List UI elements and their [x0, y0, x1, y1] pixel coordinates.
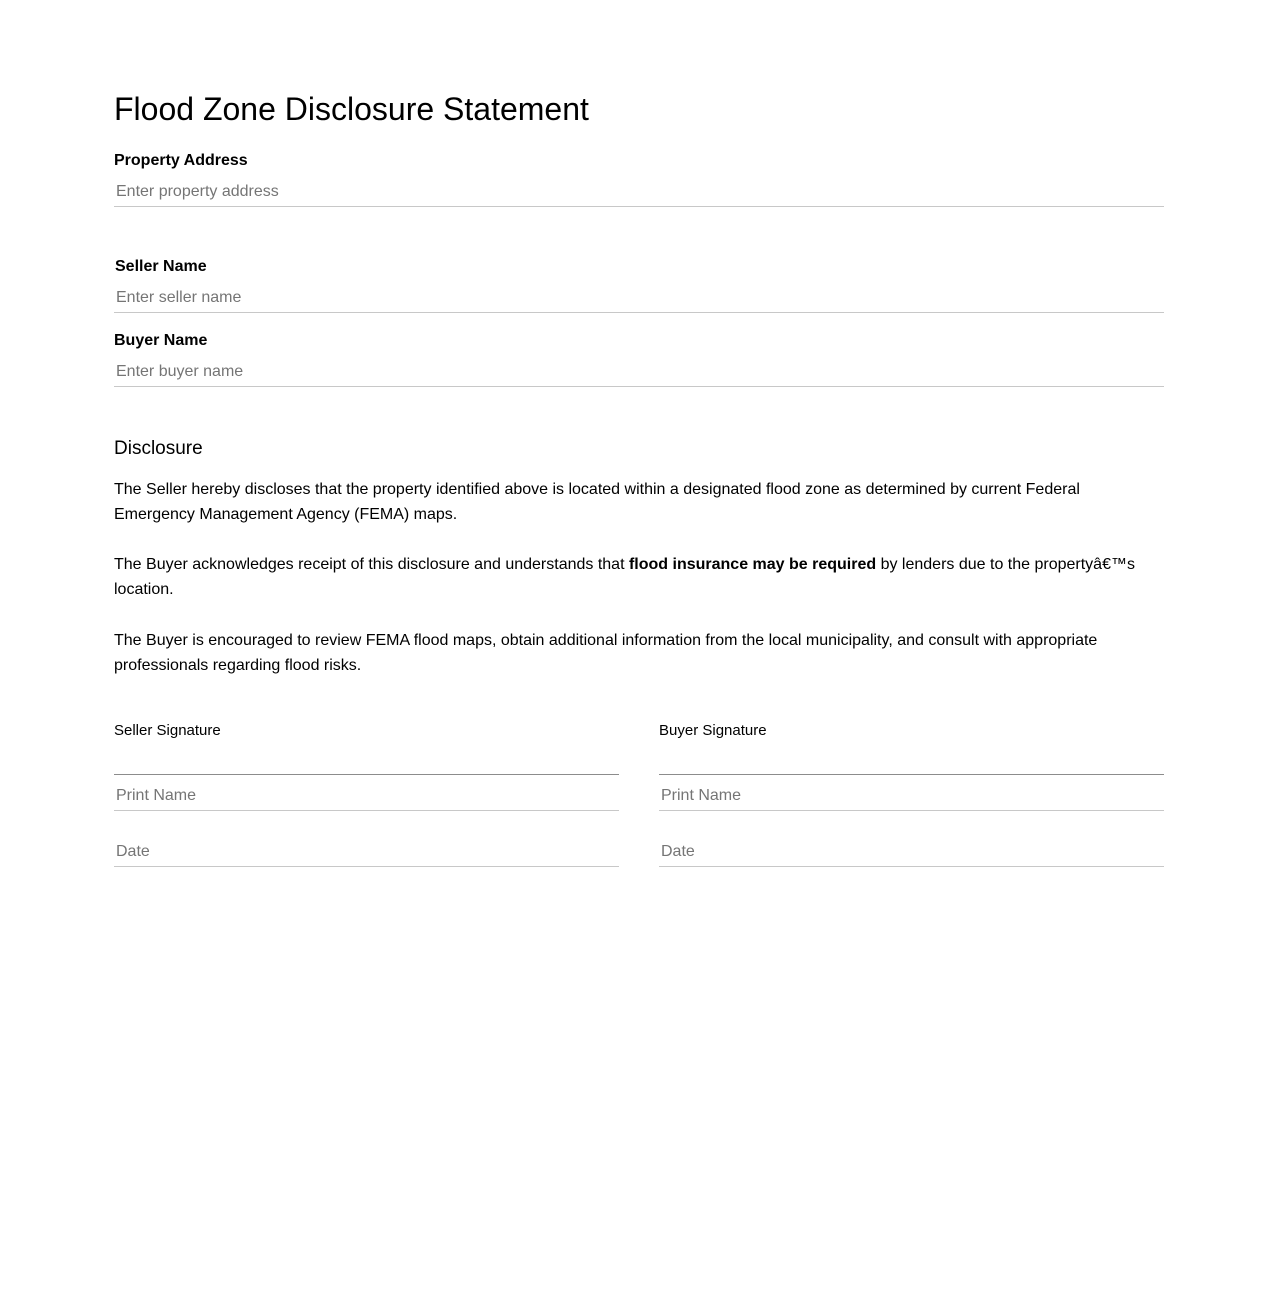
property-address-label: Property Address	[114, 152, 248, 169]
disclosure-paragraph-2-start: The Buyer acknowledges receipt of this disclosure and understands that	[114, 556, 629, 573]
buyer-date-input[interactable]	[659, 837, 1164, 867]
flood-insurance-emphasis: flood insurance may be required	[628, 556, 877, 573]
disclosure-paragraph-2-end: by lenders due to the propertyâ€™s location.	[114, 556, 1135, 598]
property-address-input[interactable]	[114, 177, 1164, 207]
disclosure-paragraph-3	[114, 628, 1164, 678]
disclosure-paragraph-3-text: The Buyer is encouraged to review FEMA flood maps, obtain additional information from the local municipality, and consult with appropriate professionals regarding flood risks.	[114, 632, 1098, 674]
buyer-print-name-input[interactable]	[659, 781, 1164, 811]
page-title: Flood Zone Disclosure Statement	[114, 91, 589, 127]
disclosure-paragraph-1	[114, 477, 1164, 527]
buyer-name-label: Buyer Name	[114, 332, 208, 349]
seller-date-input[interactable]	[114, 837, 619, 867]
buyer-name-input[interactable]	[114, 357, 1164, 387]
disclosure-paragraph-2	[114, 552, 1164, 602]
disclosure-paragraph-1-text: The Seller hereby discloses that the property identified above is located within a designated flood zone as determined by current Federal Emergency Management Agency (FEMA) maps.	[114, 481, 1080, 523]
seller-print-name-input[interactable]	[114, 781, 619, 811]
disclosure-heading: Disclosure	[114, 438, 203, 459]
seller-name-input[interactable]	[114, 283, 1164, 313]
buyer-signature-label: Buyer Signature	[659, 722, 767, 739]
seller-name-label: Seller Name	[115, 258, 207, 275]
buyer-signature-line[interactable]	[659, 774, 1164, 775]
seller-signature-line[interactable]	[114, 774, 619, 775]
seller-signature-label: Seller Signature	[114, 722, 221, 739]
